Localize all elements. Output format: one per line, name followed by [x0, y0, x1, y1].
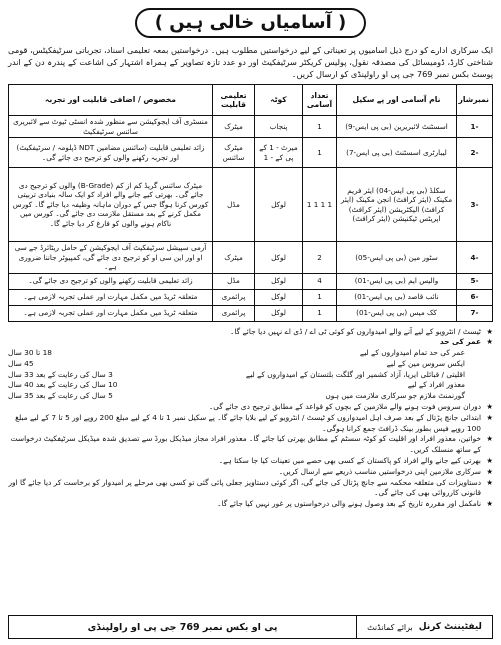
term-text: سرکاری ملازمین اپنی درخواستیں مناسب ذریعے سے ارسال کریں۔: [278, 466, 481, 476]
term-text: ٹیسٹ / انٹرویو کے لیے آنے والے امیدواروں کو کوئی ٹی اے / ڈی اے نہیں دیا جائے گا۔: [230, 326, 481, 336]
age-row: [8, 359, 493, 370]
terms-section: [8, 327, 493, 511]
table-row: [9, 116, 493, 138]
cell-sno: -4: [457, 242, 493, 274]
star-bullet-icon: ★: [486, 326, 493, 336]
cell-count: 1: [303, 289, 337, 305]
term-text: خواتین، معذور افراد اور اقلیت کو کوٹہ سسٹم کے مطابق بھرتی کیا جائے گا۔ معذور افراد مجاز میڈیکل بورڈ سے تصدیق شدہ میڈیکل سرٹیفکیٹ درخواست کے ساتھ منسلک کریں۔: [10, 434, 481, 455]
term-item: [8, 413, 493, 435]
age-label: ایکس سروس مین کے لیے: [386, 358, 465, 368]
table-header-row: [9, 85, 493, 116]
table-row: [9, 138, 493, 168]
cell-req: زائد تعلیمی قابلیت رکھنے والوں کو ترجیح دی جائے گی۔: [9, 273, 213, 289]
cell-quota: لوکل: [255, 305, 303, 321]
cell-req: آرمی سپیشل سرٹیفکیٹ آف ایجوکیشن کے حامل ریٹائرڈ جے سی او اور این سی او کو ترجیح دی جائے گی، کمپیوٹر جاننا ضروری ہے۔: [9, 242, 213, 274]
cell-name: سکلڈ (بی پی ایس-04) ایئر فریم مکینک (ایئر کرافٹ) انجن مکینک (ایئر کرافٹ) الیکٹریشن (ایئر کرافٹ) اپریٹس ٹیکنیشن (ایئر کرافٹ): [337, 168, 457, 242]
title-wrap: [8, 8, 493, 38]
cell-quota: لوکل: [255, 242, 303, 274]
header-qual: تعلیمی قابلیت: [213, 85, 255, 116]
term-item: [8, 337, 493, 348]
table-row: [9, 305, 493, 321]
cell-sno: -1: [457, 116, 493, 138]
cell-req: منسٹری آف ایجوکیشن سے منظور شدہ انسٹی ٹیوٹ سے لائبریری سائنس سرٹیفکیٹ: [9, 116, 213, 138]
star-bullet-icon: ★: [486, 456, 493, 466]
cell-name: نائب قاصد (بی پی ایس-01): [337, 289, 457, 305]
postal-address: پی او بکس نمبر 769 جی پی او راولپنڈی: [87, 621, 278, 633]
cell-req: متعلقہ ٹریڈ میں مکمل مہارت اور عملی تجربہ لازمی ہے۔: [9, 305, 213, 321]
cell-count: 1 1 1 1: [303, 168, 337, 242]
header-count: تعداد آسامی: [303, 85, 337, 116]
cell-qual: میٹرک: [213, 242, 255, 274]
cell-name: کک میس (بی پی ایس-01): [337, 305, 457, 321]
cell-sno: -6: [457, 289, 493, 305]
age-label: معذور افراد کے لیے: [407, 380, 465, 390]
cell-sno: -3: [457, 168, 493, 242]
cell-count: 1: [303, 116, 337, 138]
cell-qual: میٹرک: [213, 116, 255, 138]
cell-quota: میرٹ - 1 کے پی کے - 1: [255, 138, 303, 168]
term-item: [8, 402, 493, 413]
signatory-rank: لیفٹیننٹ کرنل: [418, 622, 482, 632]
cell-quota: لوکل: [255, 273, 303, 289]
age-label: عمر کی حد تمام امیدواروں کے لیے: [359, 348, 465, 358]
star-bullet-icon: ★: [486, 477, 493, 487]
cell-qual: پرائمری: [213, 289, 255, 305]
star-bullet-icon: ★: [486, 402, 493, 412]
age-row: [8, 391, 493, 402]
cell-qual: میٹرک سائنس: [213, 138, 255, 168]
age-value: 45 سال: [8, 358, 34, 368]
cell-qual: مڈل: [213, 168, 255, 242]
cell-qual: پرائمری: [213, 305, 255, 321]
cell-req: متعلقہ ٹریڈ میں مکمل مہارت اور عملی تجربہ لازمی ہے۔: [9, 289, 213, 305]
cell-qual: مڈل: [213, 273, 255, 289]
cell-name: والیس ایم (بی پی ایس-01): [337, 273, 457, 289]
table-row: [9, 242, 493, 274]
table-row: [9, 273, 493, 289]
header-req: مخصوص / اضافی قابلیت اور تجربہ: [9, 85, 213, 116]
age-label: اقلیتی / قبائلی ایریا، آزاد کشمیر اور گلگت بلتستان کے امیدواروں کے لیے: [245, 369, 465, 379]
cell-quota: لوکل: [255, 289, 303, 305]
age-row: [8, 380, 493, 391]
star-bullet-icon: ★: [486, 337, 493, 347]
intro-paragraph: ایک سرکاری ادارے کو درج ذیل اسامیوں پر تعیناتی کے لیے درخواستیں مطلوب ہیں۔ درخواستیں بمعہ تعلیمی اسناد، تجرباتی سرٹیفکیٹس، قومی شناختی کارڈ، ڈومیسائل کی مصدقہ نقول، پولیس کریکٹر سرٹیفکیٹ اور دو عدد تازہ تصاویر کے ہمراہ اشتہار کی اشاعت کے پندرہ دن کے اندر پوسٹ بکس نمبر 769 جی پی او راولپنڈی کو ارسال کریں۔: [8, 45, 493, 79]
signatory: [356, 616, 492, 638]
term-item: [8, 327, 493, 338]
table-row: [9, 289, 493, 305]
star-bullet-icon: ★: [486, 466, 493, 476]
signatory-role: برائے کمانڈنٹ: [367, 622, 413, 632]
star-bullet-icon: ★: [486, 412, 493, 422]
cell-sno: -7: [457, 305, 493, 321]
cell-name: اسسٹنٹ لائبریرین (بی پی ایس-9): [337, 116, 457, 138]
term-text: دوران سروس فوت ہونے والے ملازمین کے بچوں کو قواعد کے مطابق ترجیح دی جائے گی۔: [208, 402, 481, 412]
star-bullet-icon: ★: [486, 499, 493, 509]
term-item: [8, 434, 493, 456]
cell-count: 4: [303, 273, 337, 289]
age-value: 10 سال کی رعایت کے بعد 40 سال: [8, 380, 118, 390]
term-text: نامکمل اور مقررہ تاریخ کے بعد وصول ہونے والی درخواستوں پر غور نہیں کیا جائے گا۔: [217, 499, 481, 509]
age-row: [8, 348, 493, 359]
age-row: [8, 370, 493, 381]
cell-count: 2: [303, 242, 337, 274]
cell-count: 1: [303, 305, 337, 321]
term-item: [8, 467, 493, 478]
table-row: [9, 168, 493, 242]
term-item: [8, 499, 493, 510]
cell-quota: لوکل: [255, 168, 303, 242]
cell-count: 1: [303, 138, 337, 168]
age-value: 18 تا 30 سال: [8, 348, 52, 358]
cell-quota: پنجاب: [255, 116, 303, 138]
age-value: 3 سال کی رعایت کے بعد 33 سال: [8, 369, 113, 379]
cell-req: زائد تعلیمی قابلیت (سائنس مضامین NDT ڈپلومہ / سرٹیفکیٹ) اور تجربہ رکھنے والوں کو ترجیح دی جائے گی۔: [9, 138, 213, 168]
header-sno: نمبرشار: [457, 85, 493, 116]
cell-sno: -2: [457, 138, 493, 168]
term-item: [8, 478, 493, 500]
term-item: [8, 456, 493, 467]
age-value: 5 سال کی رعایت کے بعد 35 سال: [8, 391, 113, 401]
cell-name: لیبارٹری اسسٹنٹ (بی پی ایس-7): [337, 138, 457, 168]
term-text: ابتدائی جانچ پڑتال کے بعد صرف اہل امیدواروں کو ٹیسٹ / انٹرویو کے لیے بلایا جائے گا۔ پے سکیل نمبر 1 تا 4 کے لیے مبلغ 200 روپے اور 5 تا 7 کے لیے مبلغ 100 روپے فیس بطور بینک ڈرافٹ جمع کرانا ہوگی۔: [15, 412, 481, 433]
posts-table: [8, 84, 493, 322]
term-text: دستاویزات کی متعلقہ محکمہ سے جانچ پڑتال کی جائے گی، اگر کوئی دستاویز جعلی پائی گئی تو کسی بھی مرحلے پر امیدوار کو برخاست کر دیا جائے گا اور قانونی کارروائی بھی کی جائے گی۔: [8, 477, 481, 498]
page-title: ( آسامیاں خالی ہیں ): [135, 8, 367, 38]
term-text: بھرتی کیے جانے والے افراد کو پاکستان کے کسی بھی حصے میں تعینات کیا جا سکتا ہے۔: [218, 456, 481, 466]
footer-box: [8, 615, 493, 639]
header-name: نام آسامی اور پے سکیل: [337, 85, 457, 116]
cell-sno: -5: [457, 273, 493, 289]
star-bullet-icon: ★: [486, 434, 493, 444]
header-quota: کوٹہ: [255, 85, 303, 116]
age-limit-heading: عمر کی حد: [439, 337, 481, 347]
age-label: گورنمنٹ ملازم جو سرکاری ملازمت میں ہوں: [325, 391, 465, 401]
cell-name: سٹور مین (بی پی ایس-05): [337, 242, 457, 274]
cell-req: میٹرک سائنس گریڈ کم از کم (B-Grade) والوں کو ترجیح دی جائے گی۔ بھرتی کیے جانے والے افراد کو ایک سالہ بنیادی تربیتی کورس کرنا ہوگا جس کے دوران ماہانہ وظیفہ دیا جائے گا۔ کورس مکمل کرنے کے بعد مستقل ملازمت دی جائے گی۔ کورس میں ناکام ہونے والوں کو فارغ کر دیا جائے گا۔: [9, 168, 213, 242]
